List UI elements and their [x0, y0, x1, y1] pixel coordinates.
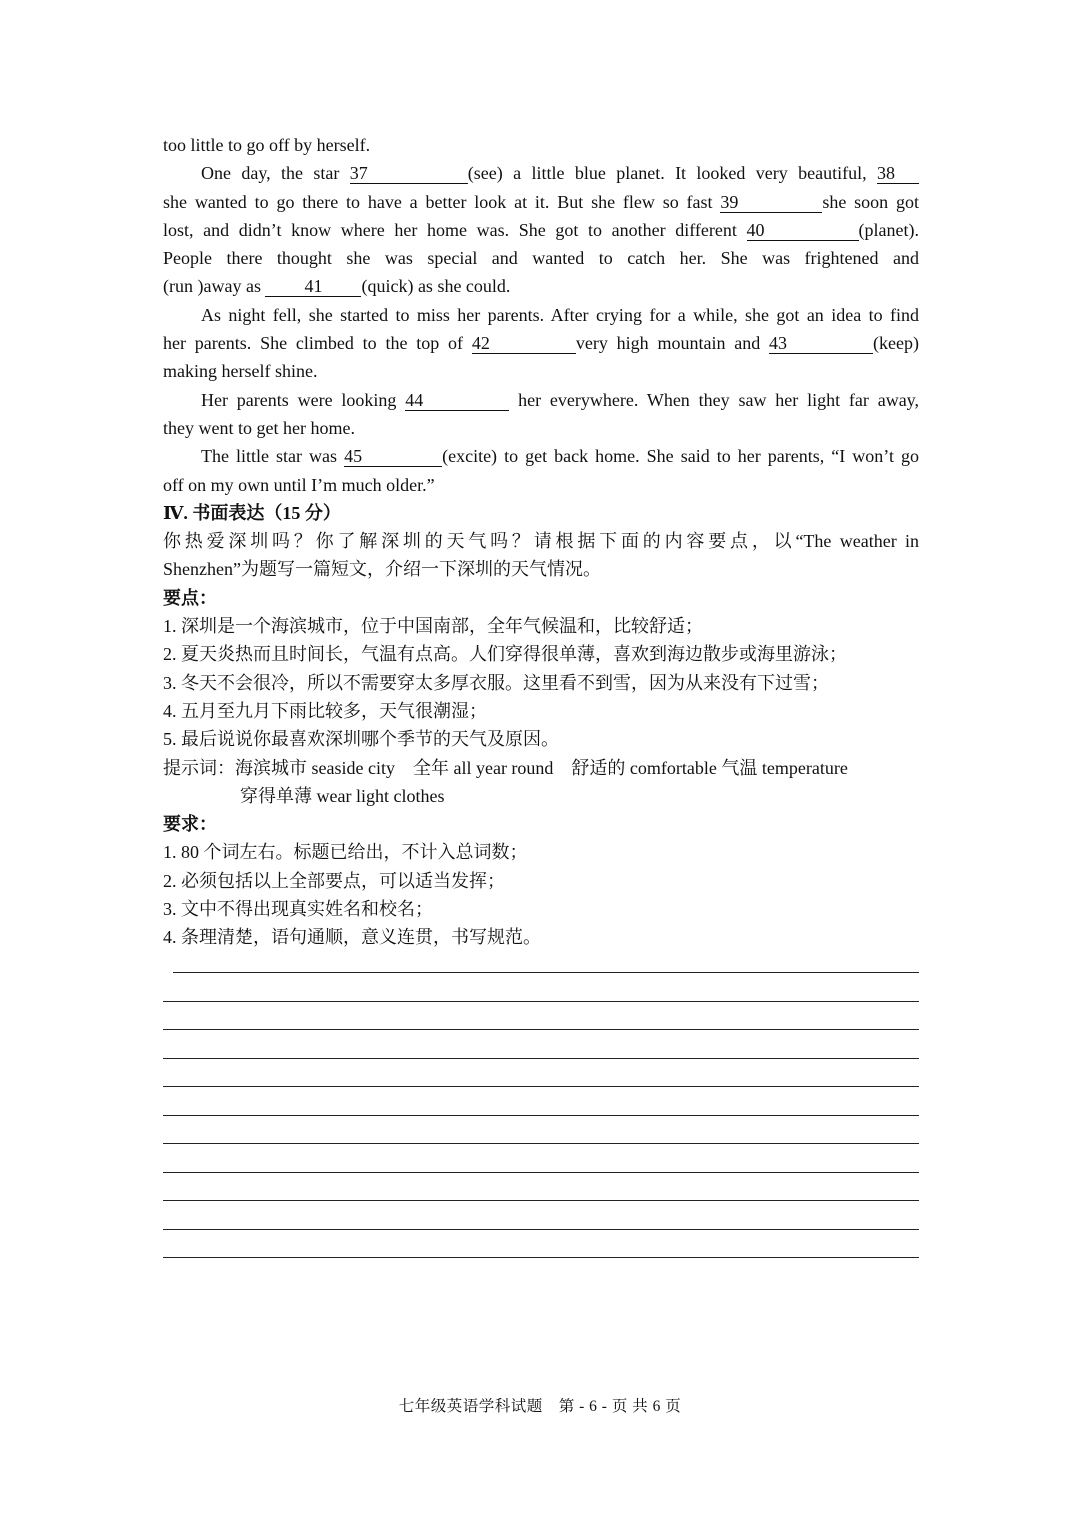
passage-line: People there thought she was special and wanted to catch her. She was frightened and — [163, 248, 919, 269]
page-footer: 七年级英语学科试题 第 - 6 - 页 共 6 页 — [398, 1398, 682, 1415]
writing-line[interactable] — [163, 1001, 919, 1002]
requirement-item: 2. 必须包括以上全部要点，可以适当发挥； — [163, 870, 505, 891]
point-item: 2. 夏天炎热而且时间长，气温有点高。人们穿得很单薄，喜欢到海边散步或海里游泳； — [163, 644, 847, 665]
passage-line: One day, the star 37 (see) a little blue planet. It looked very beautiful, 38 — [163, 159, 919, 187]
passage-line: As night fell, she started to miss her parents. After crying for a while, she got an idea to find — [201, 304, 919, 325]
passage-line: they went to get her home. — [163, 417, 355, 438]
passage-line: she wanted to go there to have a better look at it. But she flew so fast 39 she soon got — [163, 191, 920, 212]
passage-line: (run )away as 41 (quick) as she could. — [163, 276, 511, 297]
requirement-item: 3. 文中不得出现真实姓名和校名； — [163, 899, 433, 920]
answer-blank-38[interactable]: 38 — [877, 163, 919, 184]
section-heading: Ⅳ. 书面表达（15 分） — [163, 502, 341, 523]
writing-line[interactable] — [163, 1257, 919, 1258]
passage-line: making herself shine. — [163, 361, 318, 382]
answer-blank-45[interactable]: 45 — [344, 446, 442, 467]
point-item: 1. 深圳是一个海滨城市，位于中国南部，全年气候温和，比较舒适； — [163, 616, 703, 637]
writing-line[interactable] — [163, 1058, 919, 1059]
passage-line: lost, and didn’t know where her home was. She got to another different 40 (planet). — [163, 219, 920, 240]
writing-line[interactable] — [163, 1143, 919, 1144]
writing-line[interactable] — [163, 1029, 919, 1030]
passage-line: too little to go off by herself. — [163, 135, 371, 155]
writing-line[interactable] — [163, 1200, 919, 1201]
answer-blank-37[interactable]: 37 — [350, 163, 468, 184]
passage-line: The little star was 45 (excite) to get back home. She said to her parents, “I won’t go — [201, 446, 919, 467]
point-item: 5. 最后说说你最喜欢深圳哪个季节的天气及原因。 — [163, 729, 559, 750]
requirements-label: 要求： — [163, 814, 217, 835]
writing-line[interactable] — [163, 1172, 919, 1173]
point-item: 4. 五月至九月下雨比较多，天气很潮湿； — [163, 700, 487, 721]
answer-blank-40[interactable]: 40 — [747, 220, 859, 241]
answer-blank-44[interactable]: 44 — [405, 390, 509, 411]
answer-blank-43[interactable]: 43 — [769, 333, 873, 354]
points-label: 要点： — [163, 587, 217, 608]
answer-blank-39[interactable]: 39 — [720, 192, 822, 213]
answer-blank-41[interactable]: 41 — [265, 276, 361, 297]
writing-intro: Shenzhen”为题写一篇短文，介绍一下深圳的天气情况。 — [163, 559, 601, 580]
writing-line[interactable] — [163, 1229, 919, 1230]
hint-words: 穿得单薄 wear light clothes — [240, 785, 445, 806]
passage-line: Her parents were looking 44 her everywhere. When they saw her light far away, — [201, 389, 920, 410]
writing-line[interactable] — [163, 1115, 919, 1116]
requirement-item: 4. 条理清楚，语句通顺，意义连贯，书写规范。 — [163, 927, 541, 948]
point-item: 3. 冬天不会很冷，所以不需要穿太多厚衣服。这里看不到雪，因为从来没有下过雪； — [163, 672, 829, 693]
requirement-item: 1. 80 个词左右。标题已给出，不计入总词数； — [163, 842, 528, 863]
passage-line: off on my own until I’m much older.” — [163, 474, 435, 495]
writing-line[interactable] — [173, 972, 919, 973]
answer-blank-42[interactable]: 42 — [472, 333, 576, 354]
exam-page-content — [163, 131, 919, 952]
hint-words: 提示词：海滨城市 seaside city 全年 all year round 舒适的 comfortable 气温 temperature — [163, 757, 848, 778]
passage-line: her parents. She climbed to the top of 42 very high mountain and 43 (keep) — [163, 333, 920, 354]
writing-intro: 你热爱深圳吗？你了解深圳的天气吗？请根据下面的内容要点，以“The weather in — [163, 531, 919, 552]
writing-line[interactable] — [163, 1086, 919, 1087]
